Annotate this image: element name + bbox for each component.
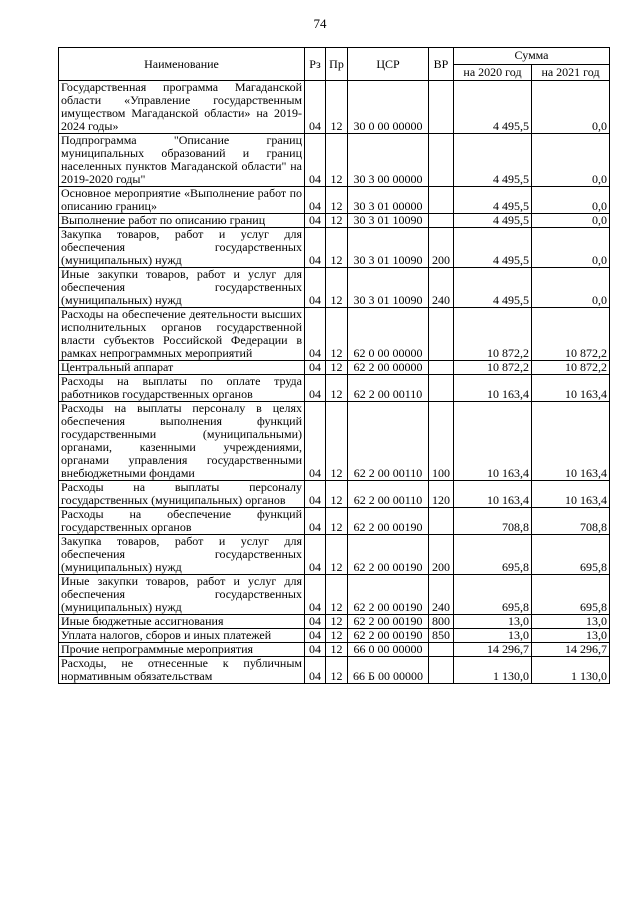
row-sum-2020: 1 130,0 (454, 657, 532, 684)
row-pr: 12 (326, 575, 348, 615)
row-name: Государственная программа Магаданской области «Управление государственным имуществом Магаданской области» на 2019-2024 годы» (59, 81, 305, 134)
row-sum-2020: 695,8 (454, 535, 532, 575)
row-sum-2021: 695,8 (532, 575, 610, 615)
table-row (59, 134, 610, 187)
row-vr (429, 187, 454, 214)
row-vr (429, 375, 454, 402)
row-rz: 04 (305, 268, 326, 308)
row-csr: 66 0 00 00000 (348, 643, 429, 657)
table-row (59, 535, 610, 575)
row-vr: 100 (429, 402, 454, 481)
row-csr: 62 2 00 00190 (348, 508, 429, 535)
row-rz: 04 (305, 361, 326, 375)
header-year-2021: на 2021 год (532, 64, 610, 81)
row-pr: 12 (326, 361, 348, 375)
row-pr: 12 (326, 535, 348, 575)
row-vr (429, 308, 454, 361)
row-name: Расходы на выплаты персоналу в целях обеспечения выполнения функций государственными (муниципальными) органами, казенными учреждениями, органами управления государственными внебюджетными фондами (59, 402, 305, 481)
row-vr: 240 (429, 268, 454, 308)
row-rz: 04 (305, 657, 326, 684)
row-csr: 62 0 00 00000 (348, 308, 429, 361)
table-row (59, 187, 610, 214)
row-csr: 30 3 00 00000 (348, 134, 429, 187)
row-name: Иные закупки товаров, работ и услуг для обеспечения государственных (муниципальных) нужд (59, 575, 305, 615)
row-sum-2021: 0,0 (532, 81, 610, 134)
row-vr (429, 214, 454, 228)
row-csr: 30 3 01 10090 (348, 214, 429, 228)
table-body (59, 81, 610, 684)
row-pr: 12 (326, 481, 348, 508)
header-pr: Пр (326, 48, 348, 81)
row-rz: 04 (305, 535, 326, 575)
row-sum-2020: 10 163,4 (454, 375, 532, 402)
row-name: Выполнение работ по описанию границ (59, 214, 305, 228)
row-sum-2021: 0,0 (532, 187, 610, 214)
row-sum-2020: 4 495,5 (454, 134, 532, 187)
row-csr: 62 2 00 00190 (348, 535, 429, 575)
row-csr: 66 Б 00 00000 (348, 657, 429, 684)
table-row (59, 629, 610, 643)
row-vr: 240 (429, 575, 454, 615)
row-rz: 04 (305, 615, 326, 629)
row-rz: 04 (305, 508, 326, 535)
row-sum-2021: 695,8 (532, 535, 610, 575)
row-name: Центральный аппарат (59, 361, 305, 375)
row-rz: 04 (305, 134, 326, 187)
row-rz: 04 (305, 214, 326, 228)
row-sum-2021: 0,0 (532, 228, 610, 268)
table-row (59, 643, 610, 657)
row-pr: 12 (326, 214, 348, 228)
row-sum-2021: 10 872,2 (532, 308, 610, 361)
row-rz: 04 (305, 629, 326, 643)
table-row (59, 308, 610, 361)
row-vr (429, 134, 454, 187)
row-sum-2020: 4 495,5 (454, 214, 532, 228)
table-header (59, 48, 610, 81)
row-sum-2020: 4 495,5 (454, 187, 532, 214)
row-csr: 30 0 00 00000 (348, 81, 429, 134)
row-sum-2021: 10 163,4 (532, 481, 610, 508)
row-rz: 04 (305, 402, 326, 481)
row-csr: 30 3 01 10090 (348, 228, 429, 268)
row-sum-2021: 708,8 (532, 508, 610, 535)
table-row (59, 402, 610, 481)
row-sum-2021: 10 872,2 (532, 361, 610, 375)
row-vr (429, 81, 454, 134)
row-pr: 12 (326, 402, 348, 481)
page-number: 74 (313, 16, 327, 31)
row-sum-2020: 4 495,5 (454, 228, 532, 268)
row-pr: 12 (326, 81, 348, 134)
row-sum-2021: 14 296,7 (532, 643, 610, 657)
row-rz: 04 (305, 308, 326, 361)
row-vr: 200 (429, 228, 454, 268)
row-rz: 04 (305, 81, 326, 134)
row-sum-2021: 0,0 (532, 214, 610, 228)
row-sum-2020: 10 163,4 (454, 402, 532, 481)
row-sum-2020: 10 872,2 (454, 361, 532, 375)
row-sum-2020: 14 296,7 (454, 643, 532, 657)
row-rz: 04 (305, 575, 326, 615)
row-csr: 30 3 01 00000 (348, 187, 429, 214)
row-sum-2021: 1 130,0 (532, 657, 610, 684)
row-csr: 62 2 00 00190 (348, 615, 429, 629)
row-pr: 12 (326, 629, 348, 643)
row-name: Прочие непрограммные мероприятия (59, 643, 305, 657)
row-vr: 200 (429, 535, 454, 575)
row-vr: 120 (429, 481, 454, 508)
row-sum-2021: 0,0 (532, 134, 610, 187)
row-rz: 04 (305, 375, 326, 402)
table-row (59, 361, 610, 375)
row-csr: 62 2 00 00110 (348, 375, 429, 402)
header-year-2020: на 2020 год (454, 64, 532, 81)
row-name: Закупка товаров, работ и услуг для обеспечения государственных (муниципальных) нужд (59, 535, 305, 575)
header-rz: Рз (305, 48, 326, 81)
row-csr: 30 3 01 10090 (348, 268, 429, 308)
table-row (59, 214, 610, 228)
table-row (59, 481, 610, 508)
row-csr: 62 2 00 00000 (348, 361, 429, 375)
row-pr: 12 (326, 615, 348, 629)
row-rz: 04 (305, 187, 326, 214)
row-sum-2020: 13,0 (454, 615, 532, 629)
row-sum-2020: 10 163,4 (454, 481, 532, 508)
row-vr (429, 361, 454, 375)
row-pr: 12 (326, 187, 348, 214)
header-name: Наименование (59, 48, 305, 81)
header-csr: ЦСР (348, 48, 429, 81)
row-pr: 12 (326, 308, 348, 361)
row-name: Расходы, не отнесенные к публичным нормативным обязательствам (59, 657, 305, 684)
row-csr: 62 2 00 00110 (348, 402, 429, 481)
table-row (59, 375, 610, 402)
budget-table (58, 47, 610, 684)
table-row (59, 268, 610, 308)
row-sum-2020: 4 495,5 (454, 81, 532, 134)
table-row (59, 508, 610, 535)
row-vr: 800 (429, 615, 454, 629)
row-sum-2020: 10 872,2 (454, 308, 532, 361)
row-sum-2020: 4 495,5 (454, 268, 532, 308)
row-csr: 62 2 00 00190 (348, 575, 429, 615)
table-row (59, 575, 610, 615)
row-sum-2020: 695,8 (454, 575, 532, 615)
row-name: Уплата налогов, сборов и иных платежей (59, 629, 305, 643)
row-sum-2021: 13,0 (532, 615, 610, 629)
row-name: Расходы на выплаты персоналу государственных (муниципальных) органов (59, 481, 305, 508)
row-pr: 12 (326, 508, 348, 535)
header-sum: Сумма (454, 48, 610, 65)
row-name: Расходы на обеспечение функций государственных органов (59, 508, 305, 535)
row-name: Подпрограмма "Описание границ муниципальных образований и границ населенных пунктов Магаданской области" на 2019-2020 годы" (59, 134, 305, 187)
row-rz: 04 (305, 481, 326, 508)
row-pr: 12 (326, 228, 348, 268)
row-vr: 850 (429, 629, 454, 643)
row-pr: 12 (326, 657, 348, 684)
row-pr: 12 (326, 375, 348, 402)
row-pr: 12 (326, 268, 348, 308)
row-pr: 12 (326, 134, 348, 187)
row-csr: 62 2 00 00110 (348, 481, 429, 508)
row-name: Основное мероприятие «Выполнение работ по описанию границ» (59, 187, 305, 214)
row-pr: 12 (326, 643, 348, 657)
table-row (59, 657, 610, 684)
row-rz: 04 (305, 643, 326, 657)
row-sum-2021: 10 163,4 (532, 375, 610, 402)
row-sum-2021: 0,0 (532, 268, 610, 308)
header-vr: ВР (429, 48, 454, 81)
table-row (59, 228, 610, 268)
row-name: Иные закупки товаров, работ и услуг для обеспечения государственных (муниципальных) нужд (59, 268, 305, 308)
table-row (59, 81, 610, 134)
row-vr (429, 657, 454, 684)
table-row (59, 615, 610, 629)
row-name: Закупка товаров, работ и услуг для обеспечения государственных (муниципальных) нужд (59, 228, 305, 268)
row-name: Иные бюджетные ассигнования (59, 615, 305, 629)
row-csr: 62 2 00 00190 (348, 629, 429, 643)
row-name: Расходы на выплаты по оплате труда работников государственных органов (59, 375, 305, 402)
row-rz: 04 (305, 228, 326, 268)
row-sum-2020: 13,0 (454, 629, 532, 643)
row-sum-2021: 10 163,4 (532, 402, 610, 481)
row-vr (429, 508, 454, 535)
row-vr (429, 643, 454, 657)
row-sum-2021: 13,0 (532, 629, 610, 643)
row-sum-2020: 708,8 (454, 508, 532, 535)
row-name: Расходы на обеспечение деятельности высших исполнительных органов государственной власти субъектов Российской Федерации в рамках непрограммных мероприятий (59, 308, 305, 361)
